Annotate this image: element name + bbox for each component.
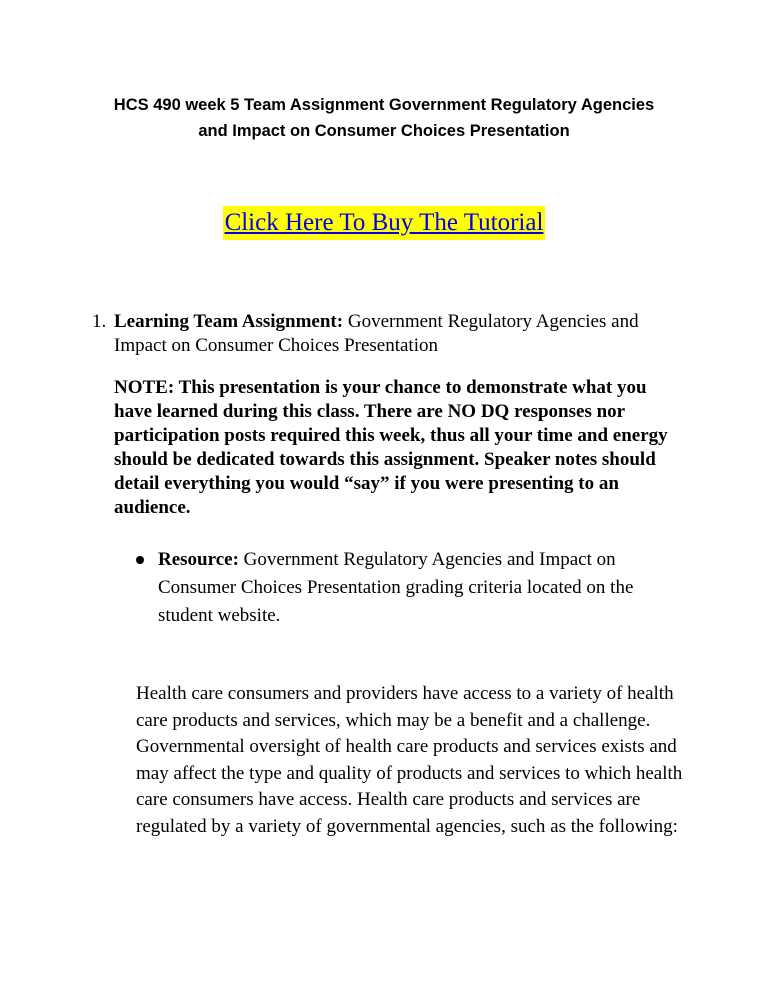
buy-link-container — [0, 206, 768, 240]
list-item — [114, 310, 684, 358]
buy-tutorial-link[interactable]: Click Here To Buy The Tutorial — [223, 206, 546, 240]
bullet-icon — [136, 556, 144, 564]
assignment-label: Learning Team Assignment: — [114, 311, 344, 332]
resource-item — [158, 546, 688, 630]
assignment-text: Government Regulatory Agencies and Impact on Consumer Choices Presentation — [114, 311, 639, 356]
note-text: NOTE: This presentation is your chance to demonstrate what you have learned during this class. There are NO DQ responses nor participation posts required this week, thus all your time and energy should be dedicated towards this assignment. Speaker notes should detail everything you would “say” if you were presenting to an audience. — [114, 377, 668, 518]
body-paragraph: Health care consumers and providers have access to a variety of health care products and services, which may be a benefit and a challenge. Governmental oversight of health care products and services exists and may affect the type and quality of products and services to which health care consumers have access. Health care products and services are regulated by a variety of governmental agencies, such as the following: — [136, 683, 683, 837]
list-item-number: 1. — [92, 311, 107, 332]
resource-text: Government Regulatory Agencies and Impact on Consumer Choices Presentation grading criteria located on the student website. — [158, 549, 634, 626]
title-line-1: HCS 490 week 5 Team Assignment Government Regulatory Agencies — [113, 96, 655, 114]
resource-label: Resource: — [158, 549, 239, 570]
title-line-2: and Impact on Consumer Choices Presentation — [198, 122, 570, 140]
document-title — [70, 92, 698, 144]
